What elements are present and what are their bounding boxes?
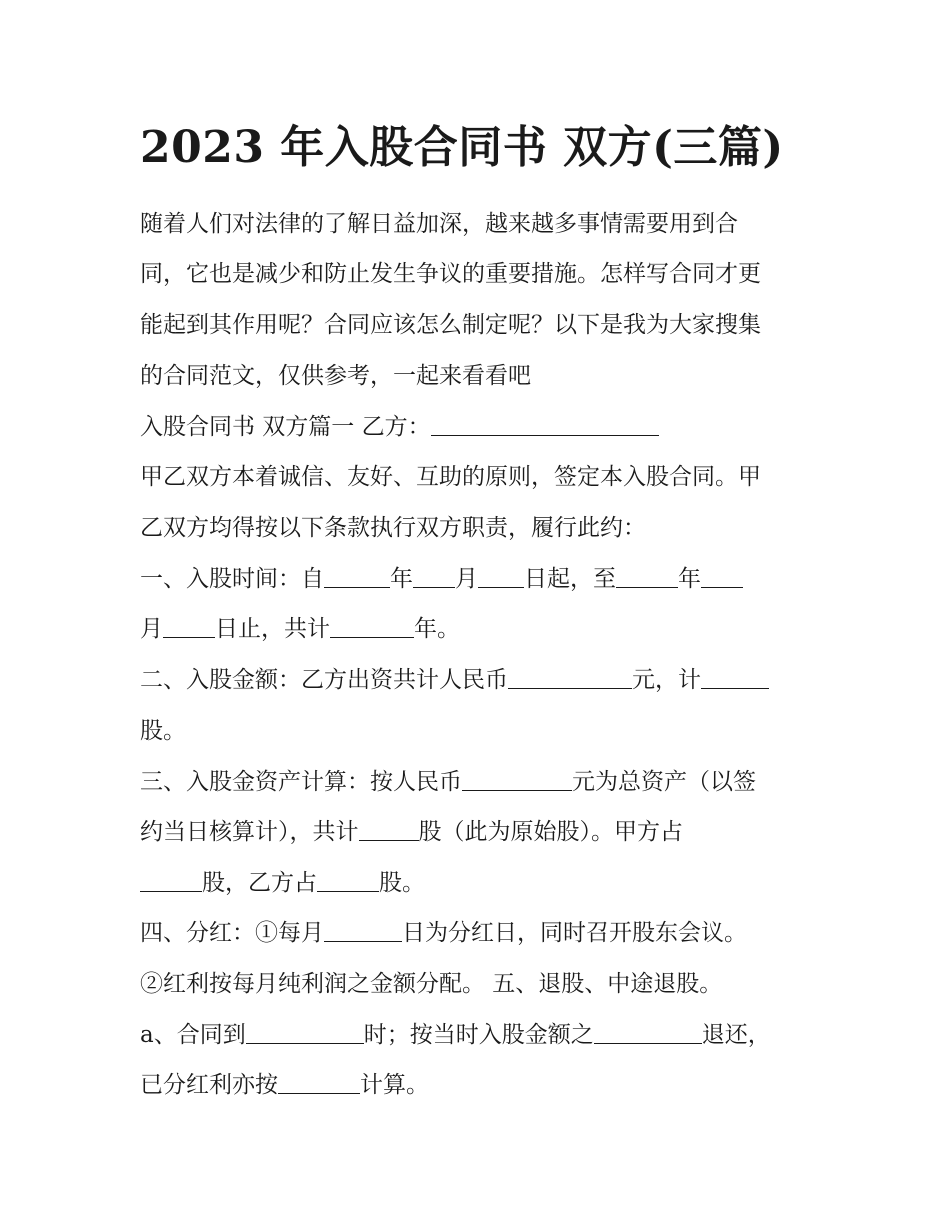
blank <box>324 919 402 942</box>
clause-3-text: 约当日核算计），共计 <box>140 819 359 845</box>
blank <box>278 1071 360 1094</box>
intro-line-2: 同，它也是减少和防止发生争议的重要措施。怎样写合同才更 <box>140 261 761 287</box>
clause-1-text: 年。 <box>414 616 460 642</box>
blank <box>163 615 215 638</box>
clause-2-text: 元，计 <box>632 667 701 693</box>
clause-3-line-2 <box>140 817 820 847</box>
clause-3-text: 股（此为原始股）。甲方占 <box>418 819 683 845</box>
clause-1-text: 日止，共计 <box>215 616 330 642</box>
clause-1-line-2 <box>140 614 820 644</box>
clause-3-line-3 <box>140 868 820 898</box>
blank <box>701 666 769 689</box>
clause-1-text: 月 <box>140 616 163 642</box>
section-heading <box>140 412 820 442</box>
blank <box>462 768 572 791</box>
party-b-blank <box>431 413 659 436</box>
intro-line-3: 能起到其作用呢？合同应该怎么制定呢？以下是我为大家搜集 <box>140 312 761 338</box>
clause-4-text: 四、分红：①每月 <box>140 920 324 946</box>
preamble-line-1: 甲乙双方本着诚信、友好、互助的原则，签定本入股合同。甲 <box>140 464 761 490</box>
clause-4-line-2: ②红利按每月纯利润之金额分配。 五、退股、中途退股。 <box>140 971 723 997</box>
blank <box>324 565 390 588</box>
clause-2-text: 二、入股金额：乙方出资共计人民币 <box>140 667 508 693</box>
clause-4-text: 日为分红日，同时召开股东会议。 <box>402 920 747 946</box>
clause-5-line-1 <box>140 1020 820 1050</box>
clause-5-text: 时；按当时入股金额之 <box>363 1022 594 1048</box>
clause-3-text: 股。 <box>379 870 425 896</box>
blank <box>359 818 419 841</box>
blank <box>140 869 202 892</box>
clause-1-text: 月 <box>455 566 478 592</box>
clause-5-text: 退还， <box>701 1022 771 1048</box>
clause-1-text: 一、入股时间：自 <box>140 566 324 592</box>
clause-1-text: 日起，至 <box>524 566 616 592</box>
clause-1-text: 年 <box>678 566 701 592</box>
intro-line-1: 随着人们对法律的了解日益加深，越来越多事情需要用到合 <box>140 211 738 237</box>
clause-3-text: 股，乙方占 <box>202 870 317 896</box>
blank <box>508 666 632 689</box>
clause-4-line-1 <box>140 918 820 948</box>
clause-1-text: 年 <box>390 566 413 592</box>
clause-3-text: 元为总资产（以签 <box>572 769 756 795</box>
clause-5-line-2 <box>140 1070 820 1100</box>
clause-5-text: 已分红利亦按 <box>140 1072 278 1098</box>
clause-1-line-1 <box>140 564 820 594</box>
intro-line-4: 的合同范文，仅供参考，一起来看看吧 <box>140 363 531 389</box>
blank <box>246 1021 364 1044</box>
blank <box>701 565 743 588</box>
blank <box>616 565 678 588</box>
preamble-line-2: 乙双方均得按以下条款执行双方职责，履行此约： <box>140 515 646 541</box>
section-heading-text: 入股合同书 双方篇一 乙方： <box>140 414 431 440</box>
document-title: 2023 年入股合同书 双方(三篇) <box>140 122 784 173</box>
clause-5-text: a、合同到 <box>140 1022 246 1048</box>
blank <box>330 615 414 638</box>
clause-2-line-2: 股。 <box>140 718 186 744</box>
blank <box>413 565 455 588</box>
blank <box>478 565 524 588</box>
blank <box>594 1021 702 1044</box>
clause-3-text: 三、入股金资产计算：按人民币 <box>140 769 462 795</box>
clause-5-text: 计算。 <box>360 1072 429 1098</box>
blank <box>317 869 379 892</box>
clause-3-line-1 <box>140 767 820 797</box>
clause-2-line-1 <box>140 665 820 695</box>
